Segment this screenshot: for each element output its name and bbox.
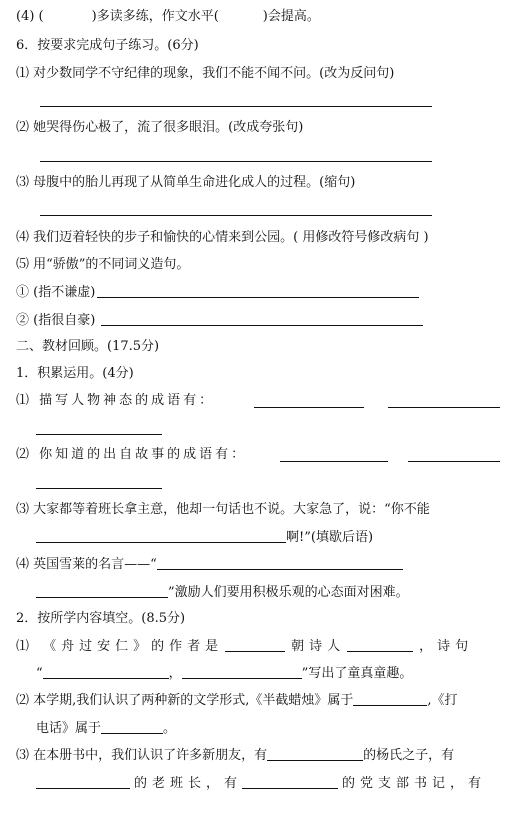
answer-line-story-3[interactable] [36, 488, 162, 489]
p2-2-q1b: “ ， ”写出了童真童趣。 [36, 666, 413, 681]
p2-1-q4a: ⑷ 英国雪莱的名言——“ [16, 556, 403, 573]
answer-line-dynasty[interactable] [225, 638, 285, 652]
answer-line-s6-1[interactable] [40, 106, 432, 107]
answer-line-party-secretary[interactable] [242, 775, 338, 789]
answer-line-form-2[interactable] [101, 720, 163, 734]
p2-2-q1a: ⑴ 《舟过安仁》的作者是 朝诗人 ，诗句 [16, 639, 474, 654]
answer-line-shelley-1[interactable] [157, 556, 403, 570]
section-6-title: 6．按要求完成句子练习。(6分) [16, 38, 199, 53]
p2-2-q3a: ⑶ 在本册书中，我们认识了许多新朋友，有 的杨氏之子，有 [16, 748, 455, 763]
s6-q3: ⑶ 母腹中的胎儿再现了从简单生命进化成人的过程。(缩句) [16, 175, 356, 190]
q4-line: (4) ( )多读多练，作文水平( )会提高。 [16, 9, 320, 24]
answer-line-xiehouyu[interactable] [36, 529, 286, 543]
answer-line-s6-2[interactable] [40, 161, 432, 162]
s6-q5a: ① (指不谦虚) [16, 284, 419, 301]
answer-line-verse-2[interactable] [182, 665, 302, 679]
p2-1-title: 1．积累运用。(4分) [16, 366, 134, 381]
answer-line-idiom-1[interactable] [254, 407, 364, 408]
p2-1-q2: ⑵ 你知道的出自故事的成语有： [16, 447, 248, 462]
part-2-title: 二、教材回顾。(17.5分) [16, 339, 160, 354]
p2-2-title: 2．按所学内容填空。(8.5分) [16, 611, 186, 626]
answer-line-shelley-2[interactable] [36, 584, 168, 598]
answer-line-s6-5b[interactable] [101, 312, 423, 326]
p2-2-q3b: 的老班长，有 的党支部书记，有 [36, 775, 486, 792]
p2-2-q2a: ⑵ 本学期,我们认识了两种新的文学形式,《半截蜡烛》属于 ,《打 [16, 693, 458, 708]
answer-line-poet[interactable] [347, 638, 413, 652]
s6-q2: ⑵ 她哭得伤心极了，流了很多眼泪。(改成夸张句) [16, 120, 304, 135]
p2-1-q3b: 啊!”(填歇后语) [36, 529, 373, 546]
answer-line-story-2[interactable] [408, 461, 500, 462]
answer-line-yang-son[interactable] [267, 747, 363, 761]
answer-line-old-monitor[interactable] [36, 775, 130, 789]
answer-line-idiom-2[interactable] [388, 407, 500, 408]
p2-1-q1: ⑴ 描写人物神态的成语有： [16, 393, 216, 408]
answer-line-form-1[interactable] [353, 692, 427, 706]
answer-line-idiom-3[interactable] [36, 434, 162, 435]
answer-line-story-1[interactable] [280, 461, 388, 462]
s6-q4: ⑷ 我们迈着轻快的步子和愉快的心情来到公园。( 用修改符号修改病句 ) [16, 230, 429, 245]
s6-q5: ⑸ 用“骄傲”的不同词义造句。 [16, 257, 190, 272]
s6-q5b: ② (指很自豪) [16, 312, 423, 329]
s6-q1: ⑴ 对少数同学不守纪律的现象，我们不能不闻不问。(改为反问句) [16, 66, 395, 81]
p2-2-q2b: 电话》属于 。 [36, 721, 177, 736]
answer-line-s6-3[interactable] [40, 215, 432, 216]
answer-line-s6-5a[interactable] [97, 284, 419, 298]
p2-1-q4b: ”激励人们要用积极乐观的心态面对困难。 [36, 584, 409, 601]
p2-1-q3a: ⑶ 大家都等着班长拿主意，他却一句话也不说。大家急了，说：“你不能 [16, 502, 430, 517]
answer-line-verse-1[interactable] [43, 665, 169, 679]
